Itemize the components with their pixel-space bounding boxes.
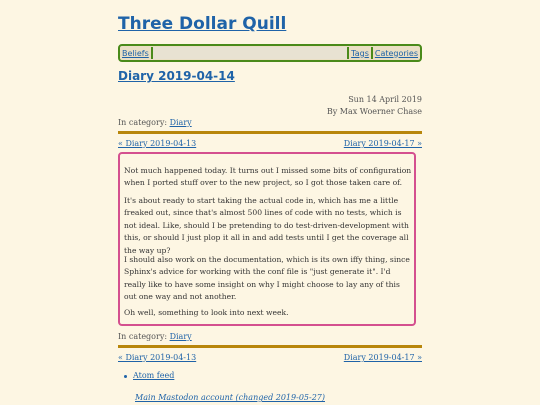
nav-tags-link[interactable]: Tags	[351, 48, 369, 58]
divider-bottom	[118, 345, 422, 348]
prev-post-link[interactable]: « Diary 2019-04-13	[118, 139, 197, 148]
footer-links	[118, 371, 174, 380]
post-category-bottom	[118, 332, 192, 341]
prev-post-link[interactable]: « Diary 2019-04-13	[118, 353, 197, 362]
category-link[interactable]: Diary	[169, 332, 192, 341]
category-link[interactable]: Diary	[169, 118, 192, 127]
bullet-icon	[124, 375, 127, 378]
post-paragraph: Oh well, something to look into next week.	[124, 308, 289, 317]
nav-bar	[118, 44, 422, 62]
divider-top	[118, 131, 422, 134]
category-label: In category:	[118, 332, 168, 341]
nav-spacer	[153, 47, 347, 59]
post-category-top	[118, 118, 192, 127]
pager-bottom	[118, 353, 422, 362]
post-content	[118, 152, 416, 326]
atom-feed-link[interactable]: Atom feed	[133, 371, 175, 380]
nav-categories-link[interactable]: Categories	[374, 48, 418, 58]
post-paragraph: I should also work on the documentation, which is its own iffy thing, since Sphinx's advice for working with the conf file is "just generate it". I'd really like to have some insight on why I might choose to lay any of this out one way and not another.	[124, 255, 410, 302]
post-paragraph: It's about ready to start taking the actual code in, which has me a little freaked out, since that's almost 500 lines of code with no tests, which is not ideal. Like, should I be pretending to do test-driven-development with this, or should I just plop it all in and add tests until I get the coverage all the way up?	[124, 196, 409, 255]
site-title-link[interactable]: Three Dollar Quill	[118, 14, 287, 34]
pager-top	[118, 139, 422, 148]
post-author: By Max Woerner Chase	[326, 107, 422, 116]
category-label: In category:	[118, 118, 168, 127]
post-meta	[327, 94, 422, 118]
next-post-link[interactable]: Diary 2019-04-17 »	[343, 139, 422, 148]
nav-beliefs-link[interactable]: Beliefs	[122, 48, 149, 58]
mastodon-link[interactable]: Main Mastodon account (changed 2019-05-27)	[135, 393, 325, 402]
post-title-link[interactable]: Diary 2019-04-14	[118, 69, 235, 83]
post-paragraph: Not much happened today. It turns out I missed some bits of configuration when I ported stuff over to the new project, so I got those taken care of.	[124, 166, 412, 188]
next-post-link[interactable]: Diary 2019-04-17 »	[343, 353, 422, 362]
post-date: Sun 14 April 2019	[348, 95, 422, 104]
